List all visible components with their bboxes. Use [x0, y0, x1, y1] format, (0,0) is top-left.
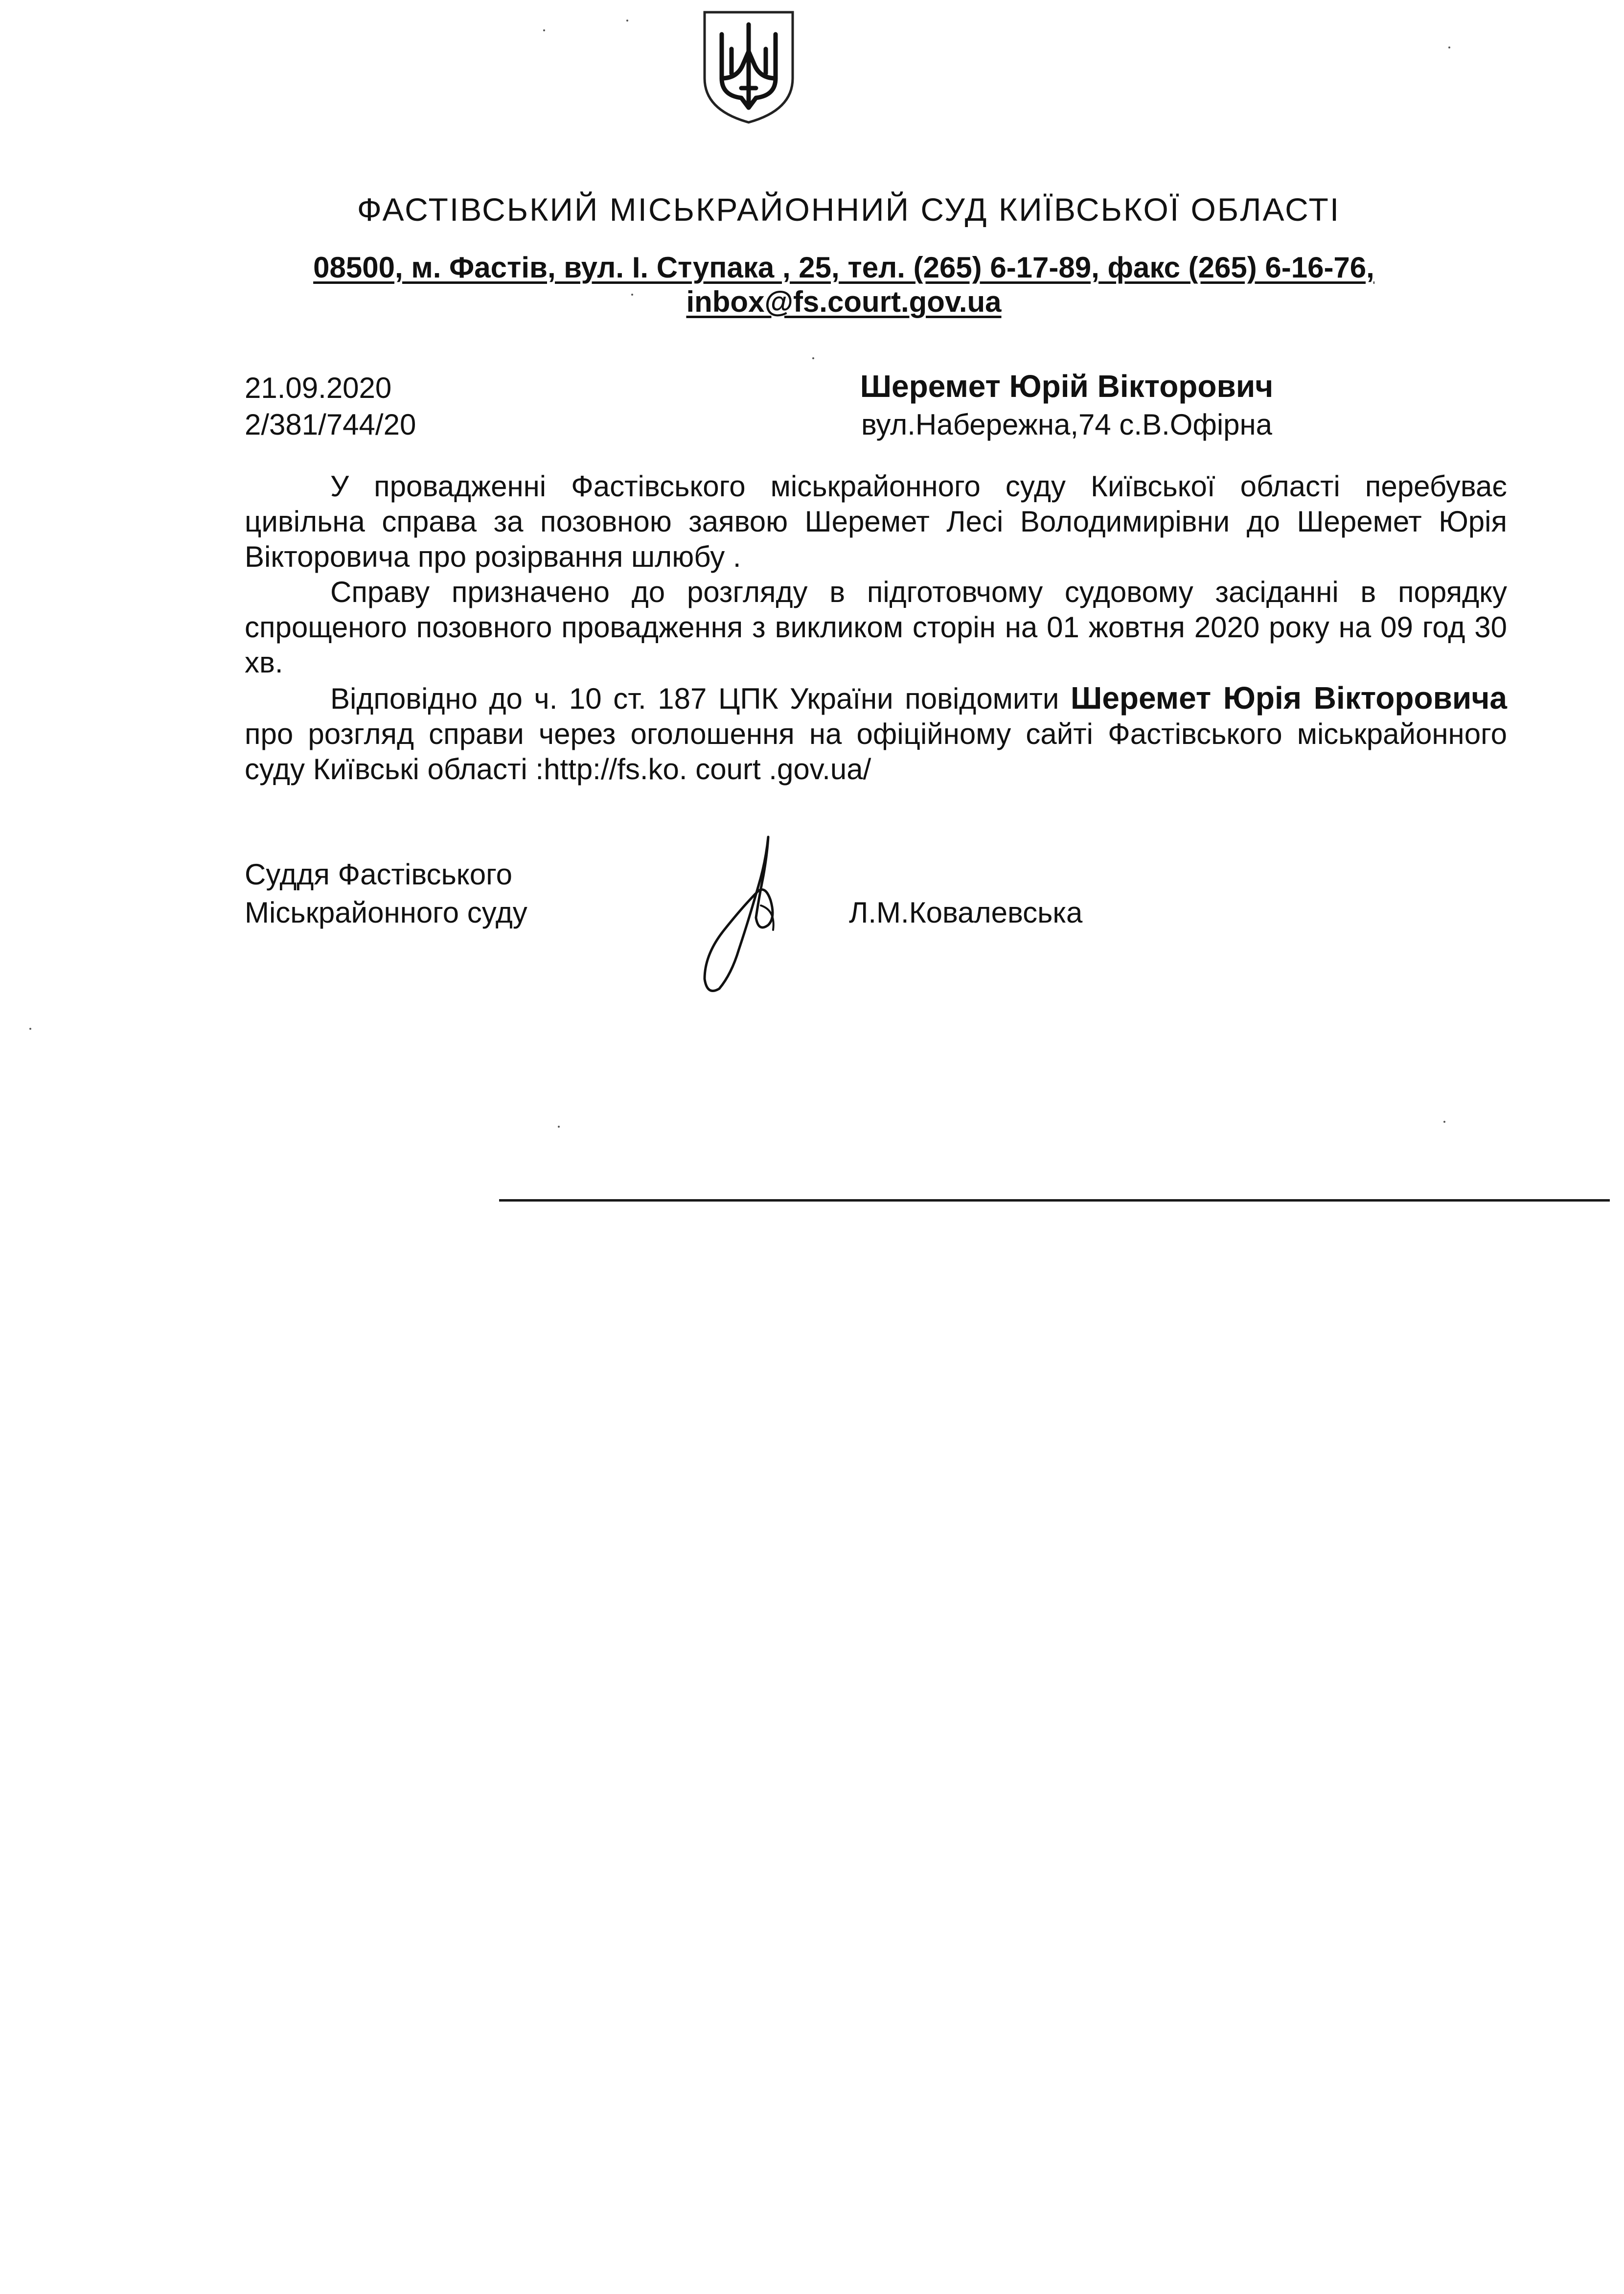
handwritten-signature-icon	[685, 832, 812, 998]
ukraine-trident-emblem-icon	[697, 5, 800, 127]
scan-speck	[29, 1028, 31, 1030]
body-paragraph-1: У провадженні Фастівського міськрайонного суду Київської області перебуває цивільна справа за позовною заявою Шеремет Лесі Володимирівни до Шеремет Юрія Вікторовича про розірвання шлюбу .	[245, 470, 1507, 573]
scan-speck	[1448, 46, 1450, 48]
footer-divider	[499, 1199, 1610, 1202]
scan-speck	[558, 1126, 560, 1128]
scan-speck	[1443, 1121, 1445, 1123]
letter-reference-number: 2/381/744/20	[245, 408, 416, 441]
letter-date: 21.09.2020	[245, 371, 392, 404]
recipient-address: вул.Набережна,74 с.В.Офірна	[861, 408, 1273, 441]
scan-speck	[812, 357, 814, 359]
scan-speck	[631, 294, 633, 296]
body-paragraph-3-name: Шеремет Юрія Вікторовича	[1071, 680, 1508, 716]
judge-title-line-2: Міськрайонного суду	[245, 896, 527, 929]
recipient-name: Шеремет Юрій Вікторович	[860, 369, 1274, 404]
body-paragraph-2: Справу призначено до розгляду в підготовчому судовому засіданні в порядку спрощеного позовного провадження з викликом сторін на 01 жовтня 2020 року на 09 год 30 хв.	[245, 576, 1507, 679]
court-email-link[interactable]: inbox@fs.court.gov.ua	[686, 285, 1002, 318]
court-address-line: 08500, м. Фастів, вул. І. Ступака , 25, тел. (265) 6-17-89, факс (265) 6-16-76,	[313, 251, 1374, 284]
judge-title-line-1: Суддя Фастівського	[245, 858, 513, 891]
scan-speck	[543, 29, 545, 31]
body-paragraph-3	[245, 680, 1507, 787]
body-paragraph-3-end: про розгляд справи через оголошення на офіційному сайті Фастівського міськрайонного суду Київські області :http://fs.ko. court .gov.ua/	[245, 718, 1507, 786]
letter-body	[245, 469, 1507, 787]
court-name-heading: ФАСТІВСЬКИЙ МІСЬКРАЙОННИЙ СУД КИЇВСЬКОЇ ОБЛАСТІ	[357, 191, 1341, 228]
scan-speck	[626, 20, 628, 22]
judge-name: Л.М.Ковалевська	[849, 896, 1083, 929]
body-paragraph-3-start: Відповідно до ч. 10 ст. 187 ЦПК України повідомити	[330, 682, 1071, 715]
